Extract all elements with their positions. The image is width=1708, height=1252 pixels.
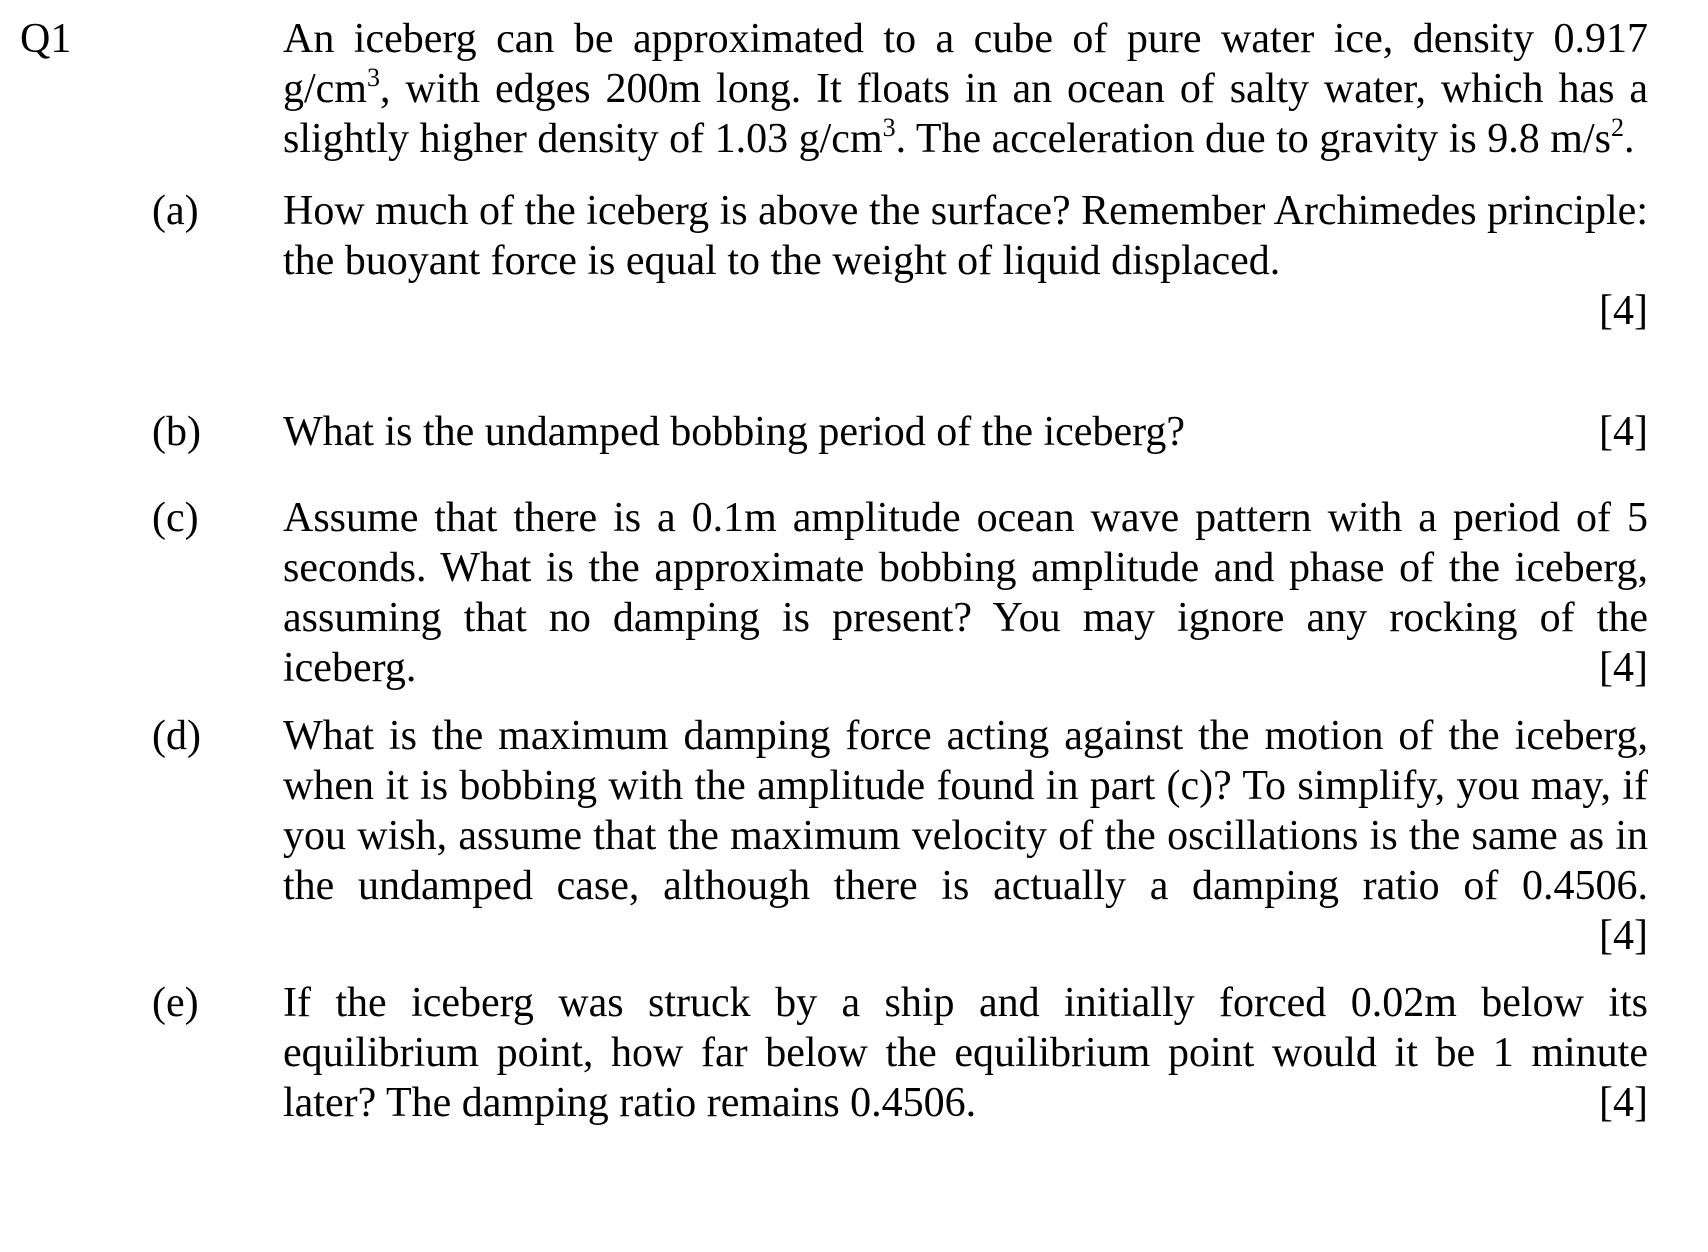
part-label: (d) — [152, 713, 201, 759]
intro-text-2: , with edges 200m long. It floats in an ocean of salty water, which has a slightly higher density of 1.03 g/cm — [283, 66, 1648, 162]
part-label: (b) — [152, 409, 201, 455]
part-text: What is the maximum damping force acting against the motion of the iceberg, when it is bobbing with the amplitude found in part (c)? To simplify, you may, if you wish, assume that the maximum velocity of the oscillations is the same as in the undamped case, although there is actually a damping ratio of 0.4506. — [283, 713, 1648, 909]
part-body — [283, 978, 1648, 1128]
part-text: Assume that there is a 0.1m amplitude ocean wave pattern with a period of 5 seconds. What is the approximate bobbing amplitude and phase of the iceberg, assuming that no damping is present? You may ignore any rocking of the — [283, 495, 1648, 641]
part-text: How much of the iceberg is above the surface? Remember Archimedes principle: the buoyant force is equal to the weight of liquid displaced. — [283, 188, 1648, 284]
question-number: Q1 — [20, 16, 72, 62]
part-body — [283, 407, 1648, 457]
part-body — [283, 711, 1648, 961]
part-body — [283, 493, 1648, 693]
intro-text-3: . The acceleration due to gravity is 9.8 m/s — [895, 116, 1611, 162]
intro-superscript-1: 3 — [366, 63, 380, 92]
marks: [4] — [1599, 1080, 1648, 1126]
question-intro — [283, 14, 1648, 164]
marks: [4] — [1599, 409, 1648, 455]
intro-text-4: . — [1623, 116, 1635, 162]
part-line — [283, 643, 1648, 693]
intro-text-1: An iceberg can be approximated to a cube of pure water ice, density 0.917 g/cm — [283, 16, 1648, 112]
part-line — [283, 407, 1648, 457]
intro-superscript-3: 2 — [1610, 113, 1624, 142]
part-body — [283, 186, 1648, 336]
marks: [4] — [1599, 913, 1648, 959]
part-text: If the iceberg was struck by a ship and initially forced 0.02m below its equilibrium point, how far below the equilibrium point would it be 1 minute — [283, 980, 1648, 1076]
part-text-last: later? The damping ratio remains 0.4506. — [283, 1080, 977, 1126]
marks: [4] — [1599, 645, 1648, 691]
part-text-last: iceberg. — [283, 645, 417, 691]
part-label: (e) — [152, 980, 199, 1026]
part-label: (a) — [152, 188, 199, 234]
part-line — [283, 1078, 1648, 1128]
part-text: What is the undamped bobbing period of the iceberg? — [283, 409, 1185, 455]
marks: [4] — [1599, 288, 1648, 334]
part-label: (c) — [152, 495, 199, 541]
intro-superscript-2: 3 — [882, 113, 896, 142]
